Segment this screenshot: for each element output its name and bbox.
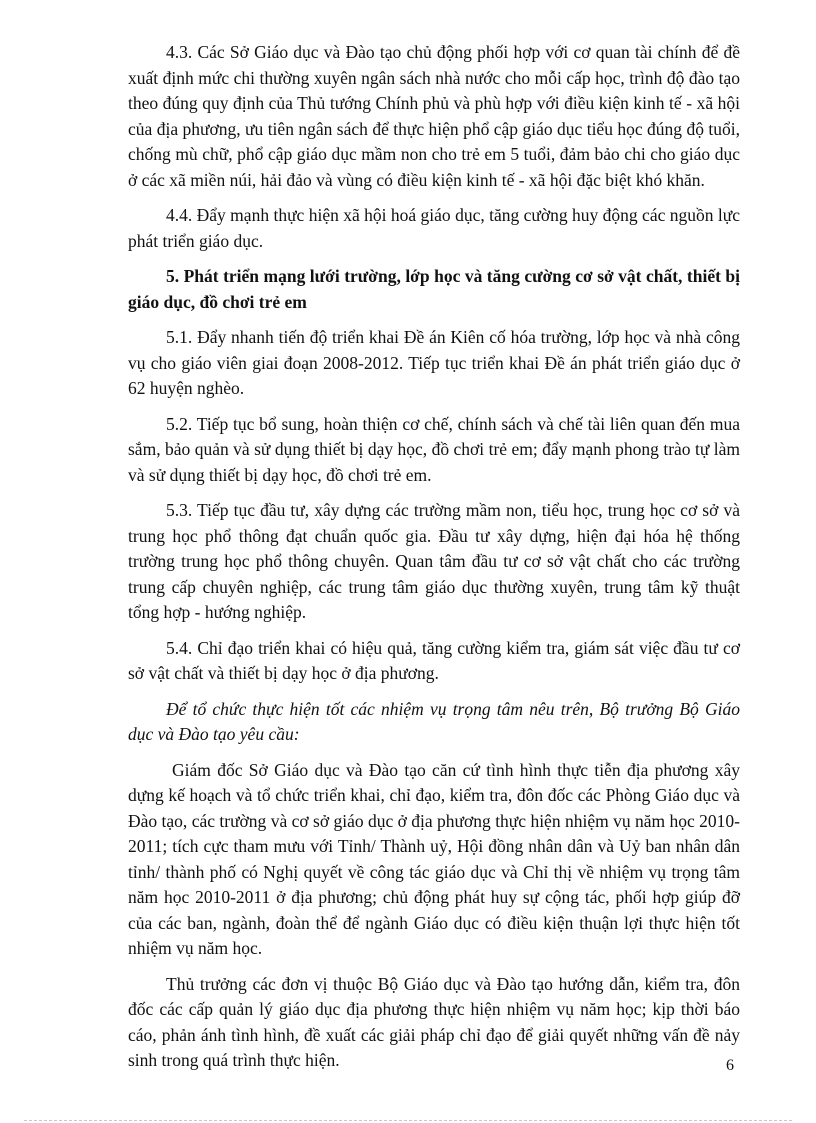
document-body [128, 40, 740, 1084]
implementation-intro: Để tổ chức thực hiện tốt các nhiệm vụ trọng tâm nêu trên, Bộ trưởng Bộ Giáo dục và Đào tạo yêu cầu: [128, 698, 740, 744]
paragraph-4-3: 4.3. Các Sở Giáo dục và Đào tạo chủ động phối hợp với cơ quan tài chính để đề xuất định mức chi thường xuyên ngân sách nhà nước cho mỗi cấp học, trình độ đào tạo theo đúng quy định của Thủ tướng Chính phủ và phù hợp với điều kiện kinh tế - xã hội của địa phương, ưu tiên ngân sách để thực hiện phổ cập giáo dục tiểu học đúng độ tuổi, chống mù chữ, phổ cập giáo dục mầm non cho trẻ em 5 tuổi, đảm bảo chi cho giáo dục ở các xã miền núi, hải đảo và vùng có điều kiện kinh tế - xã hội đặc biệt khó khăn. [128, 42, 740, 190]
paragraph-4-4: 4.4. Đẩy mạnh thực hiện xã hội hoá giáo dục, tăng cường huy động các nguồn lực phát triển giáo dục. [128, 205, 740, 251]
section-heading-5: 5. Phát triển mạng lưới trường, lớp học và tăng cường cơ sở vật chất, thiết bị giáo dục, đồ chơi trẻ em [128, 266, 740, 312]
paragraph-5-3: 5.3. Tiếp tục đầu tư, xây dựng các trường mầm non, tiểu học, trung học cơ sở và trung học phổ thông đạt chuẩn quốc gia. Đầu tư xây dựng, hiện đại hóa hệ thống trường trung học phổ thông chuyên. Quan tâm đầu tư cơ sở vật chất cho các trường trung cấp chuyên nghiệp, các trung tâm giáo dục thường xuyên, trung tâm kỹ thuật tổng hợp - hướng nghiệp. [128, 500, 740, 622]
paragraph-5-4: 5.4. Chỉ đạo triển khai có hiệu quả, tăng cường kiểm tra, giám sát việc đầu tư cơ sở vật chất và thiết bị dạy học ở địa phương. [128, 637, 740, 683]
paragraph-5-2: 5.2. Tiếp tục bổ sung, hoàn thiện cơ chế, chính sách và chế tài liên quan đến mua sắm, bảo quản và sử dụng thiết bị dạy học, đồ chơi trẻ em; đẩy mạnh phong trào tự làm và sử dụng thiết bị dạy học, đồ chơi trẻ em. [128, 413, 740, 485]
paragraph-department-directors: Giám đốc Sở Giáo dục và Đào tạo căn cứ tình hình thực tiễn địa phương xây dựng kế hoạch và tổ chức triển khai, chỉ đạo, kiểm tra, đôn đốc các Phòng Giáo dục và Đào tạo, các trường và cơ sở giáo dục ở địa phương thực hiện nhiệm vụ năm học 2010-2011; tích cực tham mưu với Tỉnh/ Thành uỷ, Hội đồng nhân dân và Uỷ ban nhân dân tỉnh/ thành phố có Nghị quyết về công tác giáo dục và Chỉ thị về nhiệm vụ trọng tâm năm học 2010-2011 ở địa phương; chủ động phát huy sự cộng tác, phối hợp giúp đỡ của các ban, ngành, đoàn thể để ngành Giáo dục có điều kiện thuận lợi thực hiện tốt nhiệm vụ năm học. [128, 759, 740, 958]
paragraph-unit-heads: Thủ trưởng các đơn vị thuộc Bộ Giáo dục và Đào tạo hướng dẫn, kiểm tra, đôn đốc các cấp quản lý giáo dục địa phương thực hiện nhiệm vụ năm học; kịp thời báo cáo, phản ánh tình hình, đề xuất các giải pháp chỉ đạo để giải quyết những vấn đề nảy sinh trong quá trình thực hiện. [128, 973, 740, 1070]
footer-divider [24, 1120, 792, 1121]
page-number: 6 [726, 1057, 734, 1074]
paragraph-5-1: 5.1. Đẩy nhanh tiến độ triển khai Đề án Kiên cố hóa trường, lớp học và nhà công vụ cho giáo viên giai đoạn 2008-2012. Tiếp tục triển khai Đề án phát triển giáo dục ở 62 huyện nghèo. [128, 327, 740, 398]
